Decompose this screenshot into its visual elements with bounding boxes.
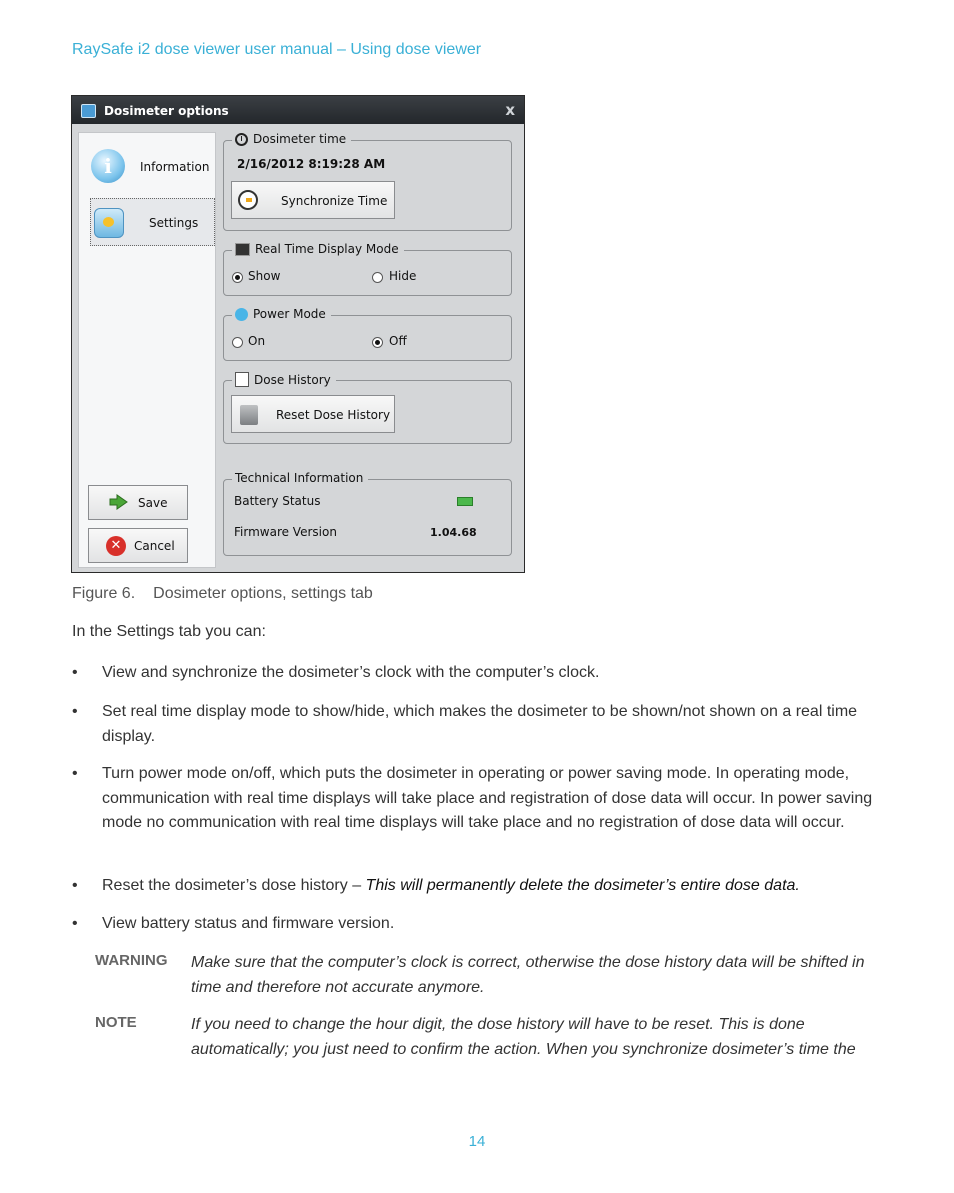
warning-label: WARNING: [95, 952, 168, 969]
display-mode-label: Real Time Display Mode: [255, 242, 399, 256]
clock-sync-icon: [238, 190, 258, 210]
bullet-text: View and synchronize the dosimeter’s clock with the computer’s clock.: [102, 664, 600, 681]
synchronize-time-button[interactable]: [231, 181, 395, 219]
off-label: Off: [389, 334, 407, 348]
firmware-version-label: Firmware Version: [234, 525, 337, 539]
power-mode-group: [223, 307, 512, 361]
note-text: If you need to change the hour digit, the dose history will have to be reset. This is done automatically; you just need to confirm the action. When you synchronize dosimeter’s time the: [191, 1016, 856, 1058]
display-icon: [235, 243, 250, 256]
bullet-emphasis: This will permanently delete the dosimeter’s entire dose data.: [365, 877, 800, 894]
off-radio[interactable]: [372, 337, 383, 348]
page-number: 14: [468, 1133, 486, 1150]
running-header: RaySafe i2 dose viewer user manual – Using dose viewer: [72, 41, 482, 58]
dialog-app-icon: [81, 104, 96, 118]
sidebar-item-label: Information: [140, 160, 210, 174]
display-mode-group: [223, 242, 512, 296]
save-arrow-icon: [109, 494, 129, 510]
bullet-text: View battery status and firmware version.: [102, 915, 395, 932]
figure-caption-text: Dosimeter options, settings tab: [153, 585, 373, 602]
dose-history-label: Dose History: [254, 372, 331, 387]
dialog-title: Dosimeter options: [104, 104, 229, 118]
settings-icon: [94, 208, 124, 238]
cancel-button[interactable]: [88, 528, 188, 563]
dose-history-group: [223, 372, 512, 444]
firmware-version-value: 1.04.68: [430, 526, 477, 539]
intro-paragraph: In the Settings tab you can:: [72, 623, 266, 640]
dosimeter-time-legend: [232, 132, 351, 146]
cancel-label: Cancel: [134, 539, 175, 553]
hide-label: Hide: [389, 269, 417, 283]
on-label: On: [248, 334, 266, 348]
trash-icon: [240, 405, 258, 425]
technical-info-legend: [232, 471, 368, 485]
bullet-text: Turn power mode on/off, which puts the dosimeter in operating or power saving mode. In operating mode, communication with real time displays will take place and registration of dose data will occur. In power saving mode no communication with real time displays will take place and no registration of dose data will occur.: [102, 765, 873, 831]
save-button[interactable]: [88, 485, 188, 520]
show-radio[interactable]: [232, 272, 243, 283]
dosimeter-time-label: Dosimeter time: [253, 132, 347, 146]
figure-number: Figure 6.: [72, 585, 136, 602]
technical-info-label: Technical Information: [235, 471, 364, 485]
sidebar-item-information[interactable]: [87, 143, 215, 191]
power-mode-label: Power Mode: [253, 307, 326, 321]
battery-full-icon: [457, 497, 473, 506]
synchronize-time-label: Synchronize Time: [281, 194, 388, 208]
dosimeter-time-group: [223, 132, 512, 231]
power-mode-legend: [232, 307, 331, 321]
dosimeter-time-value: 2/16/2012 8:19:28 AM: [237, 157, 386, 171]
warning-text: Make sure that the computer’s clock is correct, otherwise the dose history data will be shifted in time and therefore not accurate anymore.: [191, 954, 865, 996]
figure-caption: [72, 585, 373, 603]
reset-dose-history-button[interactable]: [231, 395, 395, 433]
information-icon: i: [91, 149, 125, 183]
cancel-icon: ✕: [106, 536, 126, 556]
technical-info-group: [223, 471, 512, 556]
hide-radio[interactable]: [372, 272, 383, 283]
show-label: Show: [248, 269, 281, 283]
sidebar-item-settings[interactable]: [90, 198, 215, 246]
bullet-text: Set real time display mode to show/hide, which makes the dosimeter to be shown/not shown on a real time display.: [102, 703, 858, 745]
save-label: Save: [138, 496, 168, 510]
bullet-text: Reset the dosimeter’s dose history –: [102, 877, 366, 894]
power-icon: [235, 308, 248, 321]
clock-icon: [235, 133, 248, 146]
reset-dose-history-label: Reset Dose History: [276, 408, 391, 422]
battery-status-label: Battery Status: [234, 494, 321, 508]
sidebar-item-label: Settings: [149, 216, 199, 230]
dosimeter-options-dialog: [71, 95, 525, 573]
display-mode-legend: [232, 242, 404, 256]
dose-history-legend: [232, 372, 336, 387]
dialog-titlebar: [72, 96, 524, 124]
close-icon[interactable]: x: [505, 101, 515, 119]
on-radio[interactable]: [232, 337, 243, 348]
note-label: NOTE: [95, 1014, 137, 1031]
history-icon: [235, 372, 249, 387]
